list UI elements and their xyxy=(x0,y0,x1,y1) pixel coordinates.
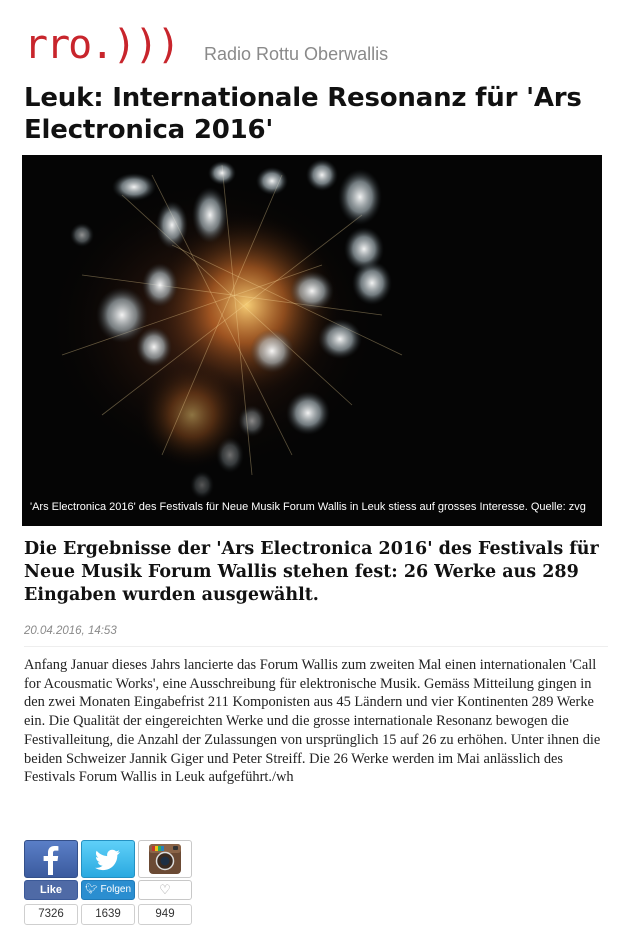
station-name: Radio Rottu Oberwallis xyxy=(204,44,389,64)
instagram-count: 949 xyxy=(138,904,192,925)
image-caption: 'Ars Electronica 2016' des Festivals für Neue Musik Forum Wallis in Leuk stiess auf grosses Interesse. Quelle: zvg xyxy=(30,501,586,513)
twitter-follow-label: Folgen xyxy=(100,884,132,895)
instagram-icon[interactable] xyxy=(138,840,192,878)
article-lead: Die Ergebnisse der 'Ars Electronica 2016' des Festivals für Neue Musik Forum Wallis stehen fest: 26 Werke aus 289 Eingaben wurden ausgewählt. xyxy=(24,539,599,605)
article-headline: Leuk: Internationale Resonanz für 'Ars Electronica 2016' xyxy=(24,83,582,145)
twitter-bird-icon: 🐦︎ xyxy=(84,884,101,895)
divider xyxy=(24,646,608,647)
article-body: Anfang Januar dieses Jahrs lancierte das Forum Wallis zum zweiten Mal einen internationalen 'Call for Acousmatic Works', eine Ausschreibung für elektronische Musik. Gemäss Mitteilung gingen in den zwei Monaten Eingabefrist 211 Komponisten aus 45 Ländern und vier Kontinenten 289 Werke ein. Die Qualität der eingereichten Werke und die grosse internationale Resonanz bewogen die Festivalleitung, die Anzahl der Zulassungen von ursprünglich 15 auf 26 zu erhöhen. Unter ihnen die beiden Schweizer Jannik Giger und Peter Streiff. Die 26 Werke werden im Mai anlässlich des Festivals Forum Wallis in Leuk aufgeführt./wh xyxy=(24,657,601,786)
instagram-heart-button[interactable]: ♡ xyxy=(138,880,192,900)
twitter-count: 1639 xyxy=(81,904,135,925)
hero-photo xyxy=(22,155,602,526)
logo-text: rro.))) xyxy=(24,22,179,68)
facebook-icon[interactable] xyxy=(24,840,78,878)
twitter-icon[interactable] xyxy=(81,840,135,878)
social-bar xyxy=(24,840,194,930)
rro-logo[interactable] xyxy=(24,22,200,68)
article-image xyxy=(22,155,602,526)
facebook-like-button[interactable]: Like xyxy=(24,880,78,900)
site-header xyxy=(24,22,614,68)
facebook-count: 7326 xyxy=(24,904,78,925)
twitter-follow-button[interactable] xyxy=(81,880,135,900)
publish-date: 20.04.2016, 14:53 xyxy=(24,625,117,637)
